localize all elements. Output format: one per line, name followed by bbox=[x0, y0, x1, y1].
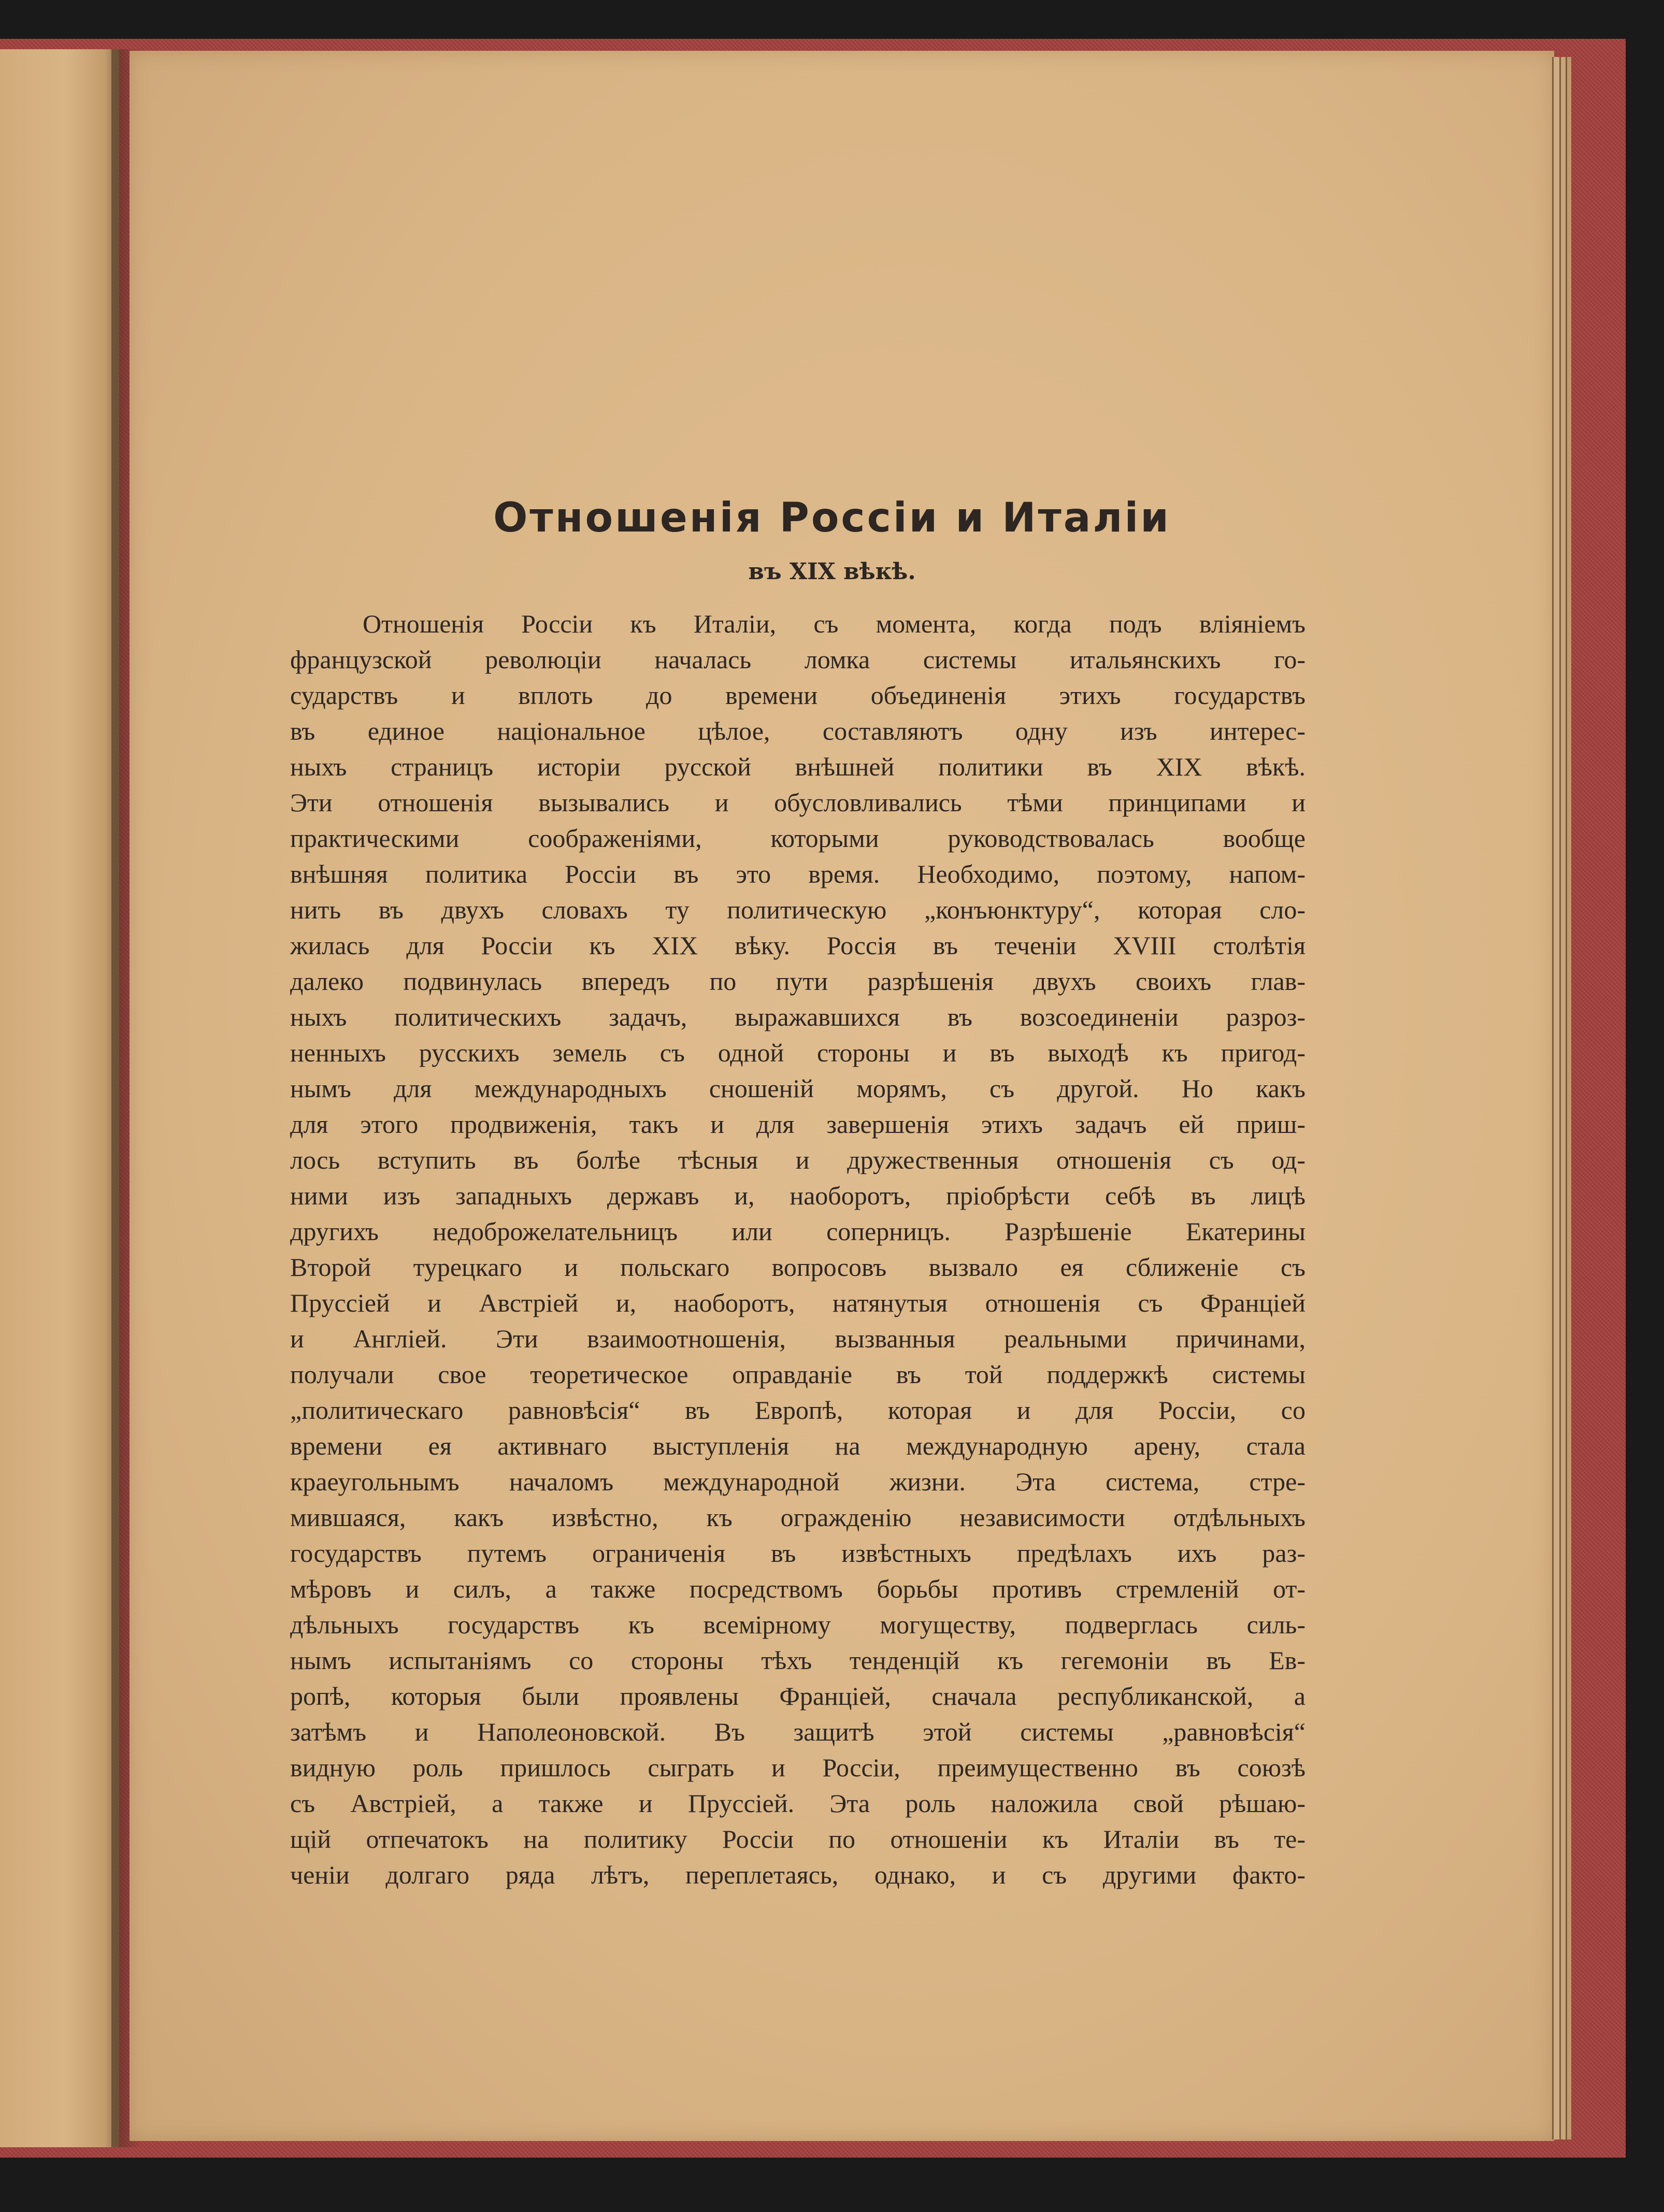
left-page-edge bbox=[0, 49, 119, 2147]
text-line: съ Австріей, а также и Пруссіей. Эта роль наложила свой рѣшаю- bbox=[290, 1789, 1306, 1818]
text-line: ропѣ, которыя были проявлены Франціей, сначала республиканской, а bbox=[290, 1682, 1306, 1711]
text-line: ныхъ политическихъ задачъ, выражавшихся въ возсоединеніи разроз- bbox=[290, 1002, 1306, 1031]
text-line: нымъ для международныхъ сношеній морямъ, съ другой. Но какъ bbox=[290, 1074, 1306, 1103]
text-line: въ единое національное цѣлое, составляютъ одну изъ интерес- bbox=[290, 716, 1306, 745]
text-line: жилась для Россіи къ XIX вѣку. Россія въ теченіи XVIII столѣтія bbox=[290, 931, 1306, 960]
page-edge bbox=[1552, 57, 1560, 2139]
text-line: сударствъ и вплоть до времени объединенія этихъ государствъ bbox=[290, 681, 1306, 710]
body-text bbox=[290, 606, 1306, 1893]
text-line: ченіи долгаго ряда лѣтъ, переплетаясь, однако, и съ другими факто- bbox=[290, 1860, 1306, 1889]
text-line: лось вступить въ болѣе тѣсныя и дружественныя отношенія съ од- bbox=[290, 1145, 1306, 1174]
text-line: видную роль пришлось сыграть и Россіи, преимущественно въ союзѣ bbox=[290, 1753, 1306, 1782]
text-line: краеугольнымъ началомъ международной жизни. Эта система, стре- bbox=[290, 1467, 1306, 1496]
text-line: далеко подвинулась впередъ по пути разрѣшенія двухъ своихъ глав- bbox=[290, 967, 1306, 996]
text-line: нить въ двухъ словахъ ту политическую „конъюнктуру“, которая сло- bbox=[290, 895, 1306, 924]
text-line: времени ея активнаго выступленія на международную арену, стала bbox=[290, 1431, 1306, 1460]
text-line: мѣровъ и силъ, а также посредствомъ борьбы противъ стремленій от- bbox=[290, 1574, 1306, 1603]
text-line: и Англіей. Эти взаимоотношенія, вызванныя реальными причинами, bbox=[290, 1324, 1306, 1353]
text-line: для этого продвиженія, такъ и для завершенія этихъ задачъ ей приш- bbox=[290, 1110, 1306, 1139]
text-line: получали свое теоретическое оправданіе въ той поддержкѣ системы bbox=[290, 1360, 1306, 1389]
text-line: ненныхъ русскихъ земель съ одной стороны и въ выходѣ къ пригод- bbox=[290, 1038, 1306, 1067]
text-line: Эти отношенія вызывались и обусловливались тѣми принципами и bbox=[290, 788, 1306, 817]
text-line: французской революціи началась ломка системы итальянскихъ го- bbox=[290, 645, 1306, 674]
text-line: дѣльныхъ государствъ къ всемірному могуществу, подверглась силь- bbox=[290, 1610, 1306, 1639]
text-line: внѣшняя политика Россіи въ это время. Необходимо, поэтому, напом- bbox=[290, 859, 1306, 888]
text-line: государствъ путемъ ограниченія въ извѣстныхъ предѣлахъ ихъ раз- bbox=[290, 1539, 1306, 1568]
text-line: нымъ испытаніямъ со стороны тѣхъ тенденцій къ гегемоніи въ Ев- bbox=[290, 1646, 1306, 1675]
page-subtitle: въ XIX вѣкѣ. bbox=[748, 558, 916, 585]
text-line: затѣмъ и Наполеоновской. Въ защитѣ этой системы „равновѣсія“ bbox=[290, 1717, 1306, 1746]
page-edge bbox=[1566, 57, 1571, 2139]
page-title: Отношенія Россіи и Италіи bbox=[493, 495, 1171, 541]
text-line: Отношенія Россіи къ Италіи, съ момента, когда подъ вліяніемъ bbox=[363, 609, 1306, 638]
text-line: ныхъ страницъ исторіи русской внѣшней политики въ XIX вѣкѣ. bbox=[290, 752, 1306, 781]
text-line: „политическаго равновѣсія“ въ Европѣ, которая и для Россіи, со bbox=[290, 1396, 1306, 1425]
text-line: щій отпечатокъ на политику Россіи по отношеніи къ Италіи въ те- bbox=[290, 1825, 1306, 1854]
text-line: практическими соображеніями, которыми руководствовалась вообще bbox=[290, 824, 1306, 853]
text-line: Пруссіей и Австріей и, наоборотъ, натянутыя отношенія съ Франціей bbox=[290, 1288, 1306, 1317]
text-line: мившаяся, какъ извѣстно, къ огражденію независимости отдѣльныхъ bbox=[290, 1503, 1306, 1532]
text-line: Второй турецкаго и польскаго вопросовъ вызвало ея сближеніе съ bbox=[290, 1253, 1306, 1282]
text-line: другихъ недоброжелательницъ или соперницъ. Разрѣшеніе Екатерины bbox=[290, 1217, 1306, 1246]
text-line: ними изъ западныхъ державъ и, наоборотъ, пріобрѣсти себѣ въ лицѣ bbox=[290, 1181, 1306, 1210]
